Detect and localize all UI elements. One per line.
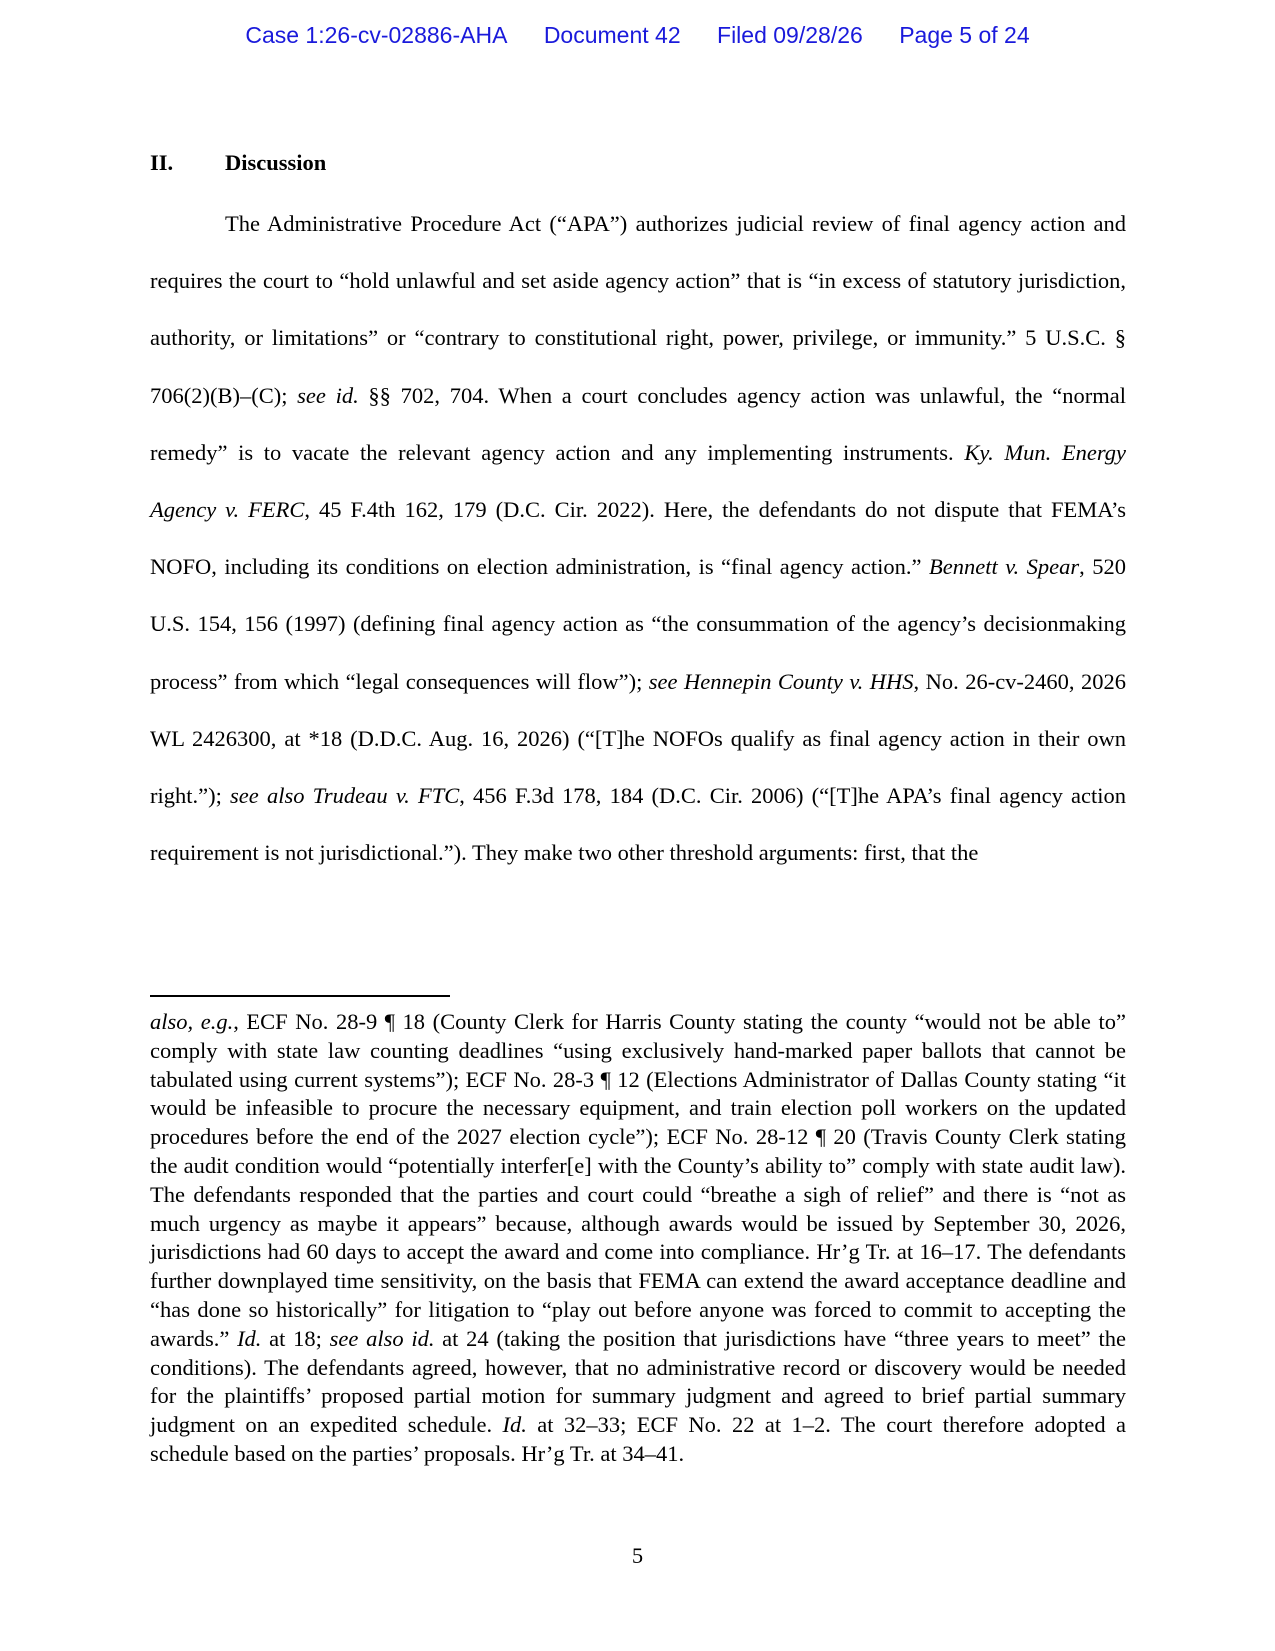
footnote-divider — [150, 995, 450, 997]
document-number: Document 42 — [543, 22, 681, 48]
case-name-italic: Ky. Mun. Energy Agency v. FERC — [150, 439, 1126, 523]
body-text-run: , 520 U.S. 154, 156 (1997) (defining final agency action as “the consummation of the agency’s decisionmaking process” from which “legal consequences will flow”); — [150, 554, 1126, 694]
body-paragraph — [150, 195, 1126, 881]
case-header — [0, 22, 1275, 49]
citation-italic: see id. — [297, 382, 359, 408]
footnote-text-run: at 24 (taking the position that jurisdictions have “three years to meet” the conditions). The defendants agreed, however, that no administrative record or discovery would be needed for the plaintiffs’ proposed partial motion for summary judgment and agreed to brief partial summary judgment on an expedited schedule. — [150, 1325, 1126, 1438]
body-text-run: , No. 26-cv-2460, 2026 WL 2426300, at *18 (D.D.C. Aug. 16, 2026) (“[T]he NOFOs qualify as final agency action in their own right.”); — [150, 668, 1127, 809]
footnote-text-run: at 18; — [261, 1325, 330, 1351]
page-number: 5 — [631, 1543, 644, 1568]
footnote-text-run: at 32–33; ECF No. 22 at 1–2. The court therefore adopted a schedule based on the parties’ proposals. Hr’g Tr. at 34–41. — [150, 1412, 1126, 1466]
filed-date: Filed 09/28/26 — [717, 22, 863, 48]
case-number: Case 1:26-cv-02886-AHA — [245, 22, 508, 48]
page-indicator: Page 5 of 24 — [899, 22, 1030, 48]
citation-italic: Id. — [237, 1325, 262, 1351]
citation-italic: Id. — [502, 1412, 527, 1438]
footnote-text-run: , ECF No. 28-9 ¶ 18 (County Clerk for Harris County stating the county “would not be able to” comply with state law counting deadlines “using exclusively hand-marked paper ballots that cannot be tabulated using current systems”); ECF No. 28-3 ¶ 12 (Elections Administrator of Dallas County stating “it would be infeasible to procure the necessary equipment, and train election poll workers on the updated procedures before the end of the 2027 election cycle”); ECF No. 28-12 ¶ 20 (Travis County Clerk stating the audit condition would “potentially interfer[e] with the County’s ability to” comply with state audit law). The defendants responded that the parties and court could “breathe a sigh of relief” and there is “not as much urgency as maybe it appears” because, although awards would be issued by September 30, 2026, jurisdictions had 60 days to accept the award and come into compliance. Hr’g Tr. at 16–17. The defendants further downplayed time sensitivity, on the basis that FEMA can extend the award acceptance deadline and “has done so historically” for litigation to “play out before anyone was forced to commit to accepting the awards.” — [150, 1009, 1126, 1351]
body-text-run: , 45 F.4th 162, 179 (D.C. Cir. 2022). Here, the defendants do not dispute that FEMA’s NOFO, including its conditions on election administration, is “final agency action.” — [150, 497, 1126, 580]
citation-italic: also, e.g. — [150, 1009, 234, 1034]
case-name-italic: see also Trudeau v. FTC — [230, 783, 460, 809]
body-text-run: , 456 F.3d 178, 184 (D.C. Cir. 2006) (“[T]he APA’s final agency action requirement is not jurisdictional.”). They make two other threshold arguments: first, that the — [150, 783, 1126, 866]
citation-italic: see also id. — [329, 1325, 435, 1351]
case-name-italic: see Hennepin County v. HHS — [648, 668, 914, 694]
footnote-paragraph — [150, 1008, 1126, 1469]
discussion-paragraph — [150, 195, 1126, 881]
body-text-run: §§ 702, 704. When a court concludes agency action was unlawful, the “normal remedy” is to vacate the relevant agency action and any implementing instruments. — [150, 382, 1126, 465]
section-number: II. — [150, 150, 174, 175]
section-heading — [150, 150, 326, 176]
body-text-run: The Administrative Procedure Act (“APA”) authorizes judicial review of final agency action and requires the court to “hold unlawful and set aside agency action” that is “in excess of statutory jurisdiction, authority, or limitations” or “contrary to constitutional right, power, privilege, or immunity.” 5 U.S.C. § 706(2)(B)–(C); — [150, 211, 1126, 408]
section-title: Discussion — [225, 150, 327, 175]
case-name-italic: Bennett v. Spear — [929, 554, 1080, 580]
footnote — [150, 1008, 1126, 1469]
